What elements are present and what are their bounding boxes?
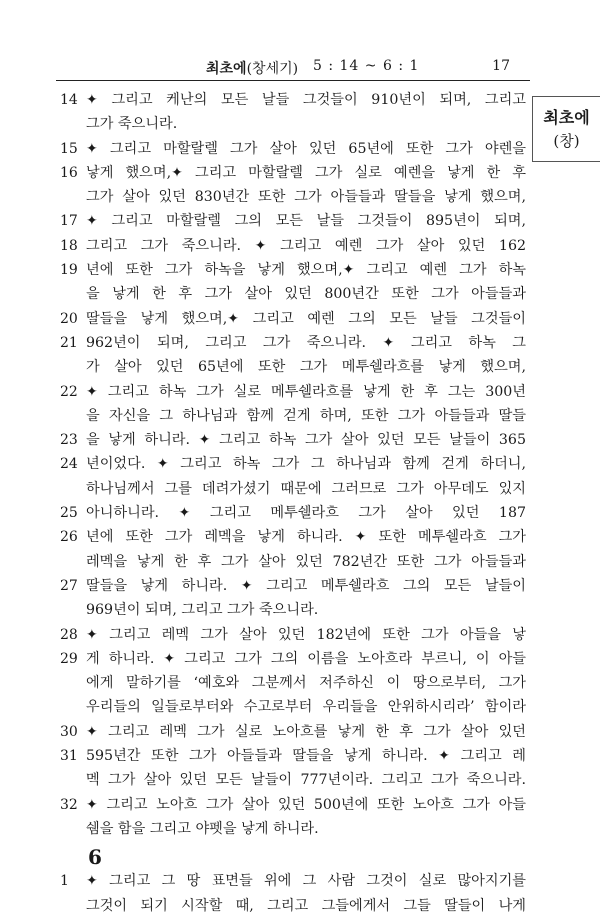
verse-text: ✦ 그리고 마할랄렐 그의 모든 날들 그것들이 895년이 되며,: [86, 213, 526, 230]
verse-number: 20: [60, 310, 78, 327]
verse-text: 년에 또한 그가 레멕을 낳게 하니라. ✦ 또한 메투쉘라흐 그가: [86, 529, 526, 546]
verse-line: [56, 355, 526, 379]
verse-number: 28: [60, 626, 78, 643]
verse-number: 23: [60, 432, 78, 449]
verse-text: 년이었다. ✦ 그리고 하녹 그가 그 하나님과 함께 걷게 하더니,: [86, 456, 526, 473]
verse-line: [56, 623, 526, 647]
header-reference: 5 : 14 ~ 6 : 1: [313, 58, 420, 74]
verse-number: 22: [60, 383, 78, 400]
verse-text: ✦ 그리고 레멕 그가 살아 있던 182년에 또한 그가 아들을 낳: [86, 626, 526, 643]
verse-line: [56, 307, 526, 331]
running-header: [88, 58, 518, 80]
verse-number: 18: [60, 237, 78, 254]
verse-line: [56, 894, 526, 918]
verse-number: 26: [60, 529, 78, 546]
verse-line: [56, 282, 526, 306]
verse-text: 595년간 또한 그가 아들들과 딸들을 낳게 하니라. ✦ 그리고 레: [86, 748, 526, 765]
verse-text: ✦ 그리고 케난의 모든 날들 그것들이 910년이 되며, 그리고: [86, 92, 526, 108]
verse-line: [56, 598, 526, 622]
verse-text: 그가 죽으니라.: [86, 116, 178, 133]
verse-text: 을 낳게 한 후 그가 살아 있던 800년간 또한 그가 아들들과: [86, 286, 526, 303]
verse-text: ✦ 그리고 레멕 그가 실로 노아흐를 낳게 한 후 그가 살아 있던: [86, 723, 526, 740]
verse-text: 그것이 되기 시작할 때, 그리고 그들에게서 그들 딸들이 나게: [86, 897, 526, 914]
verse-line: [56, 869, 526, 893]
verse-text: 멕 그가 살아 있던 모든 날들이 777년이라. 그리고 그가 죽으니라.: [86, 772, 526, 789]
verse-text: 을 자신을 그 하나님과 함께 걷게 하며, 또한 그가 아들들과 딸들: [86, 407, 526, 424]
verse-text: ✦ 그리고 하녹 그가 실로 메투쉘라흐를 낳게 한 후 그는 300년: [86, 383, 526, 400]
verse-text: 그가 살아 있던 830년간 또한 그가 아들들과 딸들을 낳게 했으며,: [86, 189, 526, 206]
verse-number: 21: [60, 334, 78, 351]
verse-line: [56, 185, 526, 209]
verse-number: 25: [60, 505, 78, 522]
verse-line: [56, 88, 526, 112]
verse-text: 딸들을 낳게 하니라. ✦ 그리고 메투쉘라흐 그의 모든 날들이: [86, 577, 526, 594]
verse-line: [56, 112, 526, 136]
verse-line: [56, 477, 526, 501]
header-title: 최초에(창세기): [206, 61, 299, 77]
verse-text: 을 낳게 하니라. ✦ 그리고 하녹 그가 살아 있던 모든 날들이 365: [86, 432, 526, 449]
verse-line: [56, 452, 526, 476]
verse-number: 14: [60, 92, 78, 108]
verse-text: 쉠을 함을 그리고 야펫을 낳게 하니라.: [86, 820, 319, 837]
verse-number: 19: [60, 262, 78, 279]
thumb-tab-book: 최초에: [543, 108, 590, 127]
thumb-tab-abbr: (창): [553, 132, 580, 150]
verse-text: 게 하니라. ✦ 그리고 그가 그의 이름을 노아흐라 부르니, 이 아들: [86, 650, 526, 667]
verse-line: [56, 428, 526, 452]
verse-line: [56, 137, 526, 161]
book-thumb-tab: [532, 96, 600, 162]
chapter-heading: 6: [88, 845, 102, 870]
verse-line: [56, 501, 526, 525]
verse-line: [56, 161, 526, 185]
verse-text: 962년이 되며, 그리고 그가 죽으니라. ✦ 그리고 하녹 그: [86, 334, 526, 351]
verse-text: 우리들의 일들로부터와 수고로부터 우리들을 안위하시리라’ 함이라: [86, 699, 526, 716]
verse-text: 하나님께서 그를 데려가셨기 때문에 그러므로 그가 아무데도 있지: [86, 480, 526, 497]
verse-line: [56, 647, 526, 671]
verse-line: [56, 380, 526, 404]
verse-line: [56, 768, 526, 792]
verse-text: 낳게 했으며,✦ 그리고 마할랄렐 그가 실로 예렌을 낳게 한 후: [86, 164, 526, 181]
verse-number: 1: [60, 873, 69, 890]
verse-line: [56, 744, 526, 768]
verse-number: 27: [60, 577, 78, 594]
verse-number: 15: [60, 140, 78, 157]
verse-text: 딸들을 낳게 했으며,✦ 그리고 예렌 그의 모든 날들 그것들이: [86, 310, 526, 327]
verse-number: 32: [60, 796, 78, 813]
verse-line: [56, 209, 526, 233]
verse-line: [56, 331, 526, 355]
verse-number: 17: [60, 213, 78, 230]
verse-text: 그리고 그가 죽으니라. ✦ 그리고 예렌 그가 살아 있던 162: [86, 237, 526, 254]
verse-text: 아니하니라. ✦ 그리고 메투쉘라흐 그가 살아 있던 187: [86, 505, 526, 522]
page-number: 17: [492, 58, 510, 74]
verse-line: [56, 817, 526, 841]
verse-text: 가 살아 있던 65년에 또한 그가 메투쉘라흐를 낳게 했으며,: [86, 359, 526, 376]
verse-number: 30: [60, 723, 78, 740]
verse-line: [56, 550, 526, 574]
verse-number: 24: [60, 456, 78, 473]
verse-text: 년에 또한 그가 하녹을 낳게 했으며,✦ 그리고 예렌 그가 하녹: [86, 262, 526, 279]
verse-line: [56, 574, 526, 598]
verse-text: ✦ 그리고 그 땅 표면들 위에 그 사람 그것이 실로 많아지기를: [86, 873, 526, 890]
verse-text: 969년이 되며, 그리고 그가 죽으니라.: [86, 602, 319, 619]
verse-line: [56, 695, 526, 719]
verse-number: 31: [60, 748, 78, 765]
verse-line: [56, 404, 526, 428]
verse-line: [56, 793, 526, 817]
scripture-body: [56, 88, 526, 918]
verse-line: [56, 234, 526, 258]
verse-text: ✦ 그리고 마할랄렐 그가 살아 있던 65년에 또한 그가 야렌을: [86, 140, 526, 157]
header-rule: [56, 80, 530, 81]
verse-text: ✦ 그리고 노아흐 그가 살아 있던 500년에 또한 노아흐 그가 아들: [86, 796, 526, 813]
verse-number: 16: [60, 164, 78, 181]
verse-line: [56, 525, 526, 549]
verse-line: [56, 720, 526, 744]
verse-number: 29: [60, 650, 78, 667]
verse-text: 레멕을 낳게 한 후 그가 살아 있던 782년간 또한 그가 아들들과: [86, 553, 526, 570]
verse-line: [56, 671, 526, 695]
verse-text: 에게 말하기를 ‘예호와 그분께서 저주하신 이 땅으로부터, 그가: [86, 675, 526, 692]
verse-line: [56, 258, 526, 282]
